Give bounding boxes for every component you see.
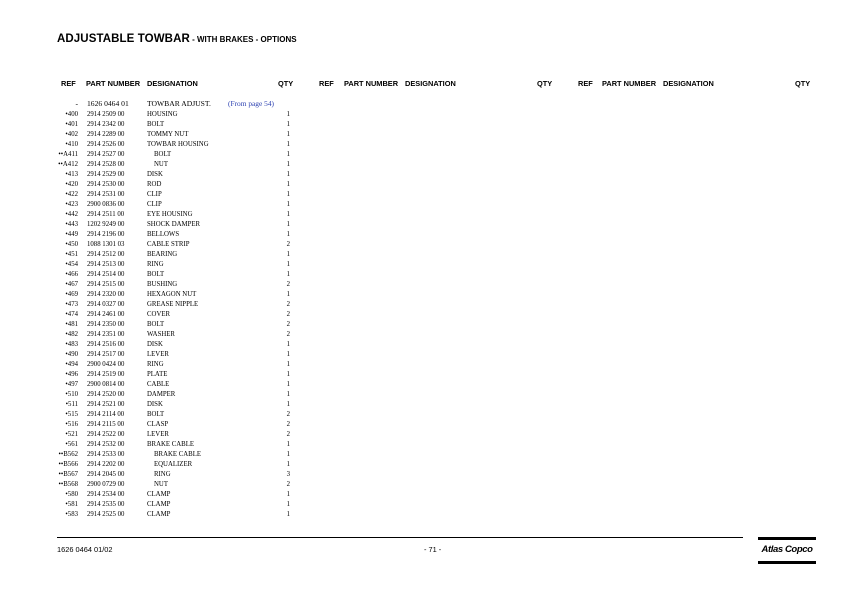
logo-bottom-bar	[758, 561, 816, 564]
row-ref: •497	[65, 381, 78, 388]
row-qty: 1	[286, 221, 290, 228]
row-ref: •400	[65, 111, 78, 118]
row-part-number: 2900 0836 00	[87, 201, 125, 208]
row-qty: 1	[286, 461, 290, 468]
row-qty: 1	[286, 341, 290, 348]
row-ref: •561	[65, 441, 78, 448]
col-header-ref: REF	[319, 79, 334, 88]
row-designation: CLIP	[147, 201, 162, 208]
col-header-designation: DESIGNATION	[405, 79, 456, 88]
row-qty: 2	[286, 241, 290, 248]
page-reference-link[interactable]: (From page 54)	[228, 99, 274, 108]
row-part-number: 1202 9249 00	[87, 221, 125, 228]
page-number: - 71 -	[424, 545, 442, 554]
row-qty: 2	[286, 331, 290, 338]
row-designation: TOWBAR ADJUST.	[147, 99, 211, 108]
row-ref: •474	[65, 311, 78, 318]
row-designation: BOLT	[147, 271, 165, 278]
row-qty: 2	[286, 311, 290, 318]
logo-text: Atlas Copco	[761, 544, 813, 555]
row-part-number: 2914 2351 00	[87, 331, 125, 338]
col-header-ref: REF	[61, 79, 76, 88]
row-qty: 1	[286, 391, 290, 398]
row-ref: •521	[65, 431, 78, 438]
row-designation: DISK	[147, 171, 163, 178]
row-qty: 2	[286, 301, 290, 308]
row-qty: 1	[286, 351, 290, 358]
row-qty: 1	[286, 381, 290, 388]
row-designation: BELLOWS	[147, 231, 180, 238]
row-part-number: 2914 2521 00	[87, 401, 125, 408]
row-ref: •449	[65, 231, 78, 238]
row-designation: BRAKE CABLE	[147, 441, 195, 448]
row-part-number: 2914 2515 00	[87, 281, 125, 288]
col-header-qty: QTY	[537, 79, 553, 88]
atlas-copco-logo	[758, 537, 816, 565]
row-part-number: 2914 2519 00	[87, 371, 125, 378]
row-designation: LEVER	[147, 431, 169, 438]
row-ref: •454	[65, 261, 78, 268]
row-part-number: 2914 2289 00	[87, 131, 125, 138]
row-qty: 1	[286, 291, 290, 298]
row-ref: •420	[65, 181, 78, 188]
row-part-number: 2914 2461 00	[87, 311, 125, 318]
row-ref: •583	[65, 511, 78, 518]
row-part-number: 2914 2202 00	[87, 461, 125, 468]
col-header-ref: REF	[578, 79, 593, 88]
row-qty: 1	[286, 251, 290, 258]
row-part-number: 2900 0729 00	[87, 481, 125, 488]
row-ref: ••A412	[58, 161, 78, 168]
row-ref: ••B568	[58, 481, 78, 488]
row-part-number: 2914 2530 00	[87, 181, 125, 188]
row-designation: CLAMP	[147, 501, 171, 508]
col-header-part-number: PART NUMBER	[602, 79, 657, 88]
row-part-number: 2914 2513 00	[87, 261, 125, 268]
row-ref: •580	[65, 491, 78, 498]
row-designation: BOLT	[147, 411, 165, 418]
row-designation: BOLT	[147, 121, 165, 128]
col-header-part-number: PART NUMBER	[86, 79, 141, 88]
row-part-number: 2914 2512 00	[87, 251, 125, 258]
row-ref: •442	[65, 211, 78, 218]
row-qty: 1	[286, 201, 290, 208]
footer-divider	[57, 537, 743, 538]
row-qty: 1	[286, 181, 290, 188]
row-part-number: 2914 2528 00	[87, 161, 125, 168]
row-qty: 1	[286, 141, 290, 148]
row-ref: •410	[65, 141, 78, 148]
row-ref: •473	[65, 301, 78, 308]
row-designation: RING	[147, 361, 164, 368]
row-designation: BOLT	[147, 321, 165, 328]
row-ref: •443	[65, 221, 78, 228]
row-part-number: 2900 0814 00	[87, 381, 125, 388]
row-qty: 1	[286, 401, 290, 408]
row-qty: 1	[286, 261, 290, 268]
row-part-number: 2914 2535 00	[87, 501, 125, 508]
page-title-sub: - WITH BRAKES - OPTIONS	[189, 35, 297, 44]
row-designation: CLAMP	[147, 491, 171, 498]
row-designation: CLAMP	[147, 511, 171, 518]
row-designation: BRAKE CABLE	[154, 451, 202, 458]
row-designation: EYE HOUSING	[147, 211, 193, 218]
row-ref: •469	[65, 291, 78, 298]
row-part-number: 2914 2114 00	[87, 411, 125, 418]
page-title	[57, 29, 297, 47]
row-part-number: 2914 2350 00	[87, 321, 125, 328]
row-ref: •511	[65, 401, 78, 408]
row-ref: •413	[65, 171, 78, 178]
row-part-number: 2914 2531 00	[87, 191, 125, 198]
row-part-number: 2914 2522 00	[87, 431, 125, 438]
row-qty: 1	[286, 211, 290, 218]
row-designation: BEARING	[147, 251, 178, 258]
document-number: 1626 0464 01/02	[57, 545, 113, 554]
row-part-number: 2914 2514 00	[87, 271, 125, 278]
row-designation: ROD	[147, 181, 162, 188]
row-qty: 1	[286, 151, 290, 158]
row-designation: DISK	[147, 341, 163, 348]
row-part-number: 2914 2526 00	[87, 141, 125, 148]
row-designation: DISK	[147, 401, 163, 408]
row-qty: 2	[286, 421, 290, 428]
row-part-number: 2900 0424 00	[87, 361, 125, 368]
row-part-number: 2914 2529 00	[87, 171, 125, 178]
col-header-qty: QTY	[278, 79, 294, 88]
row-ref: ••B567	[58, 471, 78, 478]
row-qty: 1	[286, 371, 290, 378]
row-ref: •481	[65, 321, 78, 328]
row-designation: WASHER	[147, 331, 175, 338]
row-designation: NUT	[154, 161, 168, 168]
row-part-number: 2914 2517 00	[87, 351, 125, 358]
row-ref: •422	[65, 191, 78, 198]
row-qty: 2	[286, 431, 290, 438]
row-designation: RING	[147, 261, 164, 268]
row-part-number: 2914 2533 00	[87, 451, 125, 458]
page-title-main: ADJUSTABLE TOWBAR	[57, 33, 190, 45]
row-designation: SHOCK DAMPER	[147, 221, 201, 228]
row-ref: •515	[65, 411, 78, 418]
row-qty: 2	[286, 411, 290, 418]
row-ref: •402	[65, 131, 78, 138]
row-part-number: 2914 2520 00	[87, 391, 125, 398]
row-designation: EQUALIZER	[154, 461, 193, 468]
row-part-number: 2914 2320 00	[87, 291, 125, 298]
row-ref: •467	[65, 281, 78, 288]
row-qty: 1	[286, 271, 290, 278]
row-ref: •510	[65, 391, 78, 398]
row-part-number: 2914 2534 00	[87, 491, 125, 498]
row-part-number: 1088 1301 03	[87, 241, 125, 248]
row-part-number: 2914 2509 00	[87, 111, 125, 118]
col-header-part-number: PART NUMBER	[344, 79, 399, 88]
row-designation: RING	[154, 471, 171, 478]
row-qty: 1	[286, 441, 290, 448]
row-part-number: 2914 0327 00	[87, 301, 125, 308]
row-ref: •423	[65, 201, 78, 208]
row-designation: HOUSING	[147, 111, 178, 118]
row-qty: 1	[286, 131, 290, 138]
row-qty: 1	[286, 191, 290, 198]
row-designation: CLASP	[147, 421, 169, 428]
row-designation: LEVER	[147, 351, 169, 358]
row-designation: CABLE	[147, 381, 170, 388]
row-designation: DAMPER	[147, 391, 176, 398]
row-designation: CABLE STRIP	[147, 241, 190, 248]
row-ref: •451	[65, 251, 78, 258]
row-qty: 1	[286, 501, 290, 508]
row-designation: TOWBAR HOUSING	[147, 141, 209, 148]
row-designation: TOMMY NUT	[147, 131, 189, 138]
row-part-number: 2914 2115 00	[87, 421, 125, 428]
row-ref: •490	[65, 351, 78, 358]
row-designation: HEXAGON NUT	[147, 291, 197, 298]
row-part-number: 2914 2196 00	[87, 231, 125, 238]
row-designation: GREASE NIPPLE	[147, 301, 199, 308]
row-part-number: 2914 2516 00	[87, 341, 125, 348]
row-ref: •496	[65, 371, 78, 378]
row-part-number: 2914 2045 00	[87, 471, 125, 478]
row-qty: 1	[286, 111, 290, 118]
row-ref: •483	[65, 341, 78, 348]
row-ref: ••A411	[58, 151, 78, 158]
row-qty: 1	[286, 171, 290, 178]
row-designation: COVER	[147, 311, 171, 318]
row-part-number: 2914 2511 00	[87, 211, 125, 218]
row-ref: •516	[65, 421, 78, 428]
row-part-number: 2914 2342 00	[87, 121, 125, 128]
row-designation: PLATE	[147, 371, 168, 378]
row-ref: -	[75, 99, 78, 108]
row-qty: 1	[286, 121, 290, 128]
row-ref: •450	[65, 241, 78, 248]
row-qty: 1	[286, 161, 290, 168]
row-qty: 1	[286, 491, 290, 498]
col-header-designation: DESIGNATION	[147, 79, 198, 88]
row-ref: ••B566	[58, 461, 78, 468]
row-ref: •494	[65, 361, 78, 368]
logo-top-bar	[758, 537, 816, 540]
row-qty: 1	[286, 451, 290, 458]
row-ref: •581	[65, 501, 78, 508]
row-ref: •401	[65, 121, 78, 128]
col-header-designation: DESIGNATION	[663, 79, 714, 88]
row-qty: 2	[286, 321, 290, 328]
row-qty: 2	[286, 281, 290, 288]
row-ref: ••B562	[58, 451, 78, 458]
row-designation: BUSHING	[147, 281, 178, 288]
row-qty: 1	[286, 511, 290, 518]
row-part-number: 2914 2532 00	[87, 441, 125, 448]
row-designation: BOLT	[154, 151, 172, 158]
row-qty: 1	[286, 361, 290, 368]
row-qty: 3	[286, 471, 290, 478]
row-designation: NUT	[154, 481, 168, 488]
row-ref: •482	[65, 331, 78, 338]
row-part-number: 1626 0464 01	[87, 99, 129, 108]
col-header-qty: QTY	[795, 79, 811, 88]
row-part-number: 2914 2527 00	[87, 151, 125, 158]
row-qty: 1	[286, 231, 290, 238]
row-qty: 2	[286, 481, 290, 488]
row-part-number: 2914 2525 00	[87, 511, 125, 518]
row-ref: •466	[65, 271, 78, 278]
row-designation: CLIP	[147, 191, 162, 198]
